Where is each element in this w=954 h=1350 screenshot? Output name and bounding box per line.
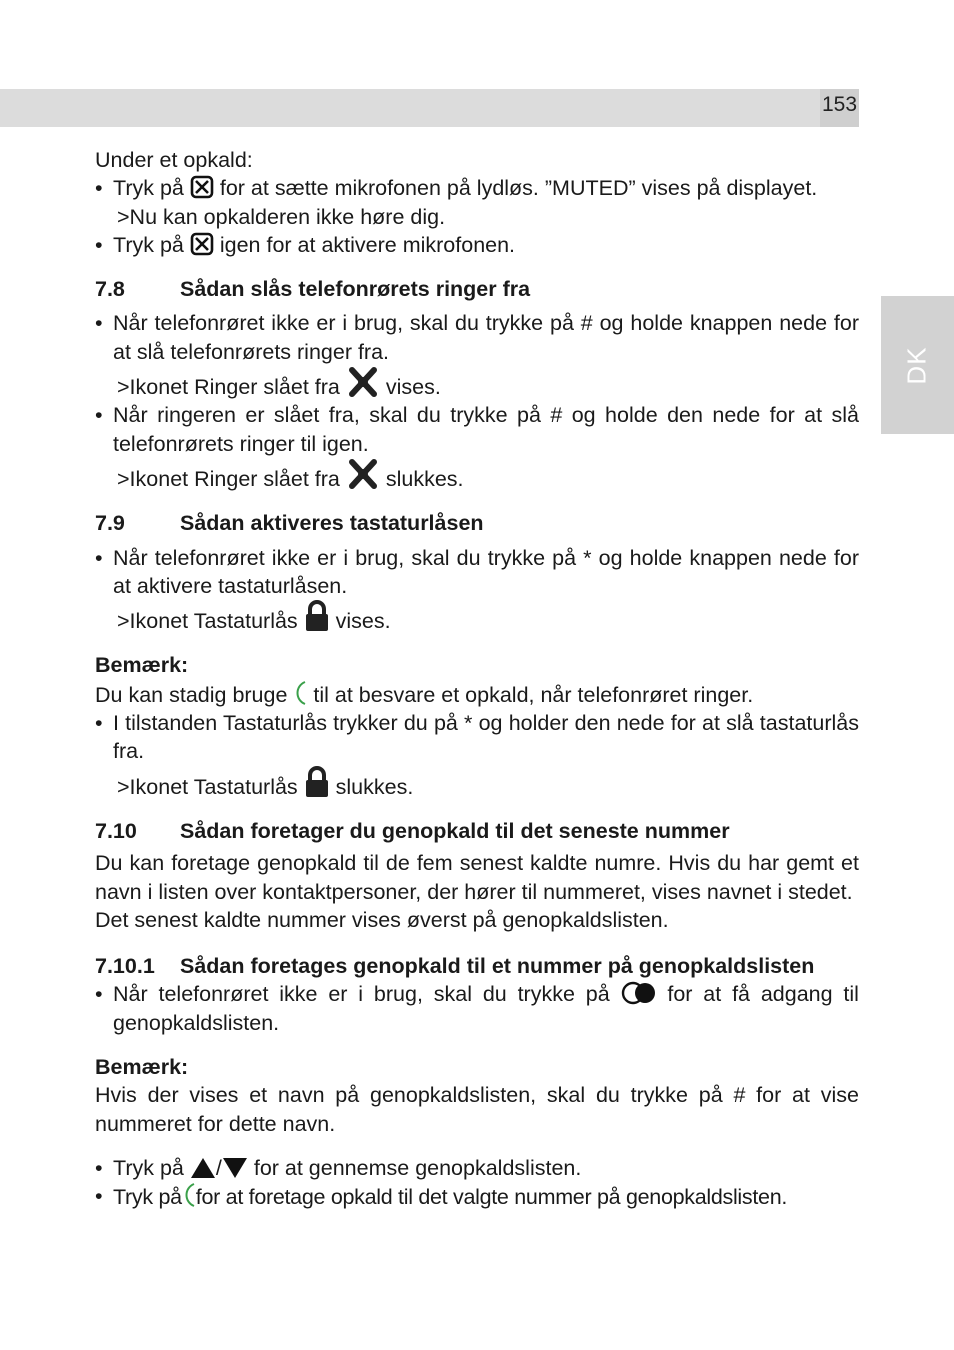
bullet: •	[95, 1155, 103, 1180]
header-bar	[0, 89, 820, 127]
mute-key-icon	[190, 232, 214, 256]
list-item: • Tryk på for at foretage opkald til det valgte nummer på genopkaldslisten.	[95, 1184, 788, 1210]
section-heading: 7.9 Sådan aktiveres tastaturlåsen	[95, 511, 484, 536]
language-tab-label: DK	[902, 345, 932, 385]
talk-key-icon	[293, 680, 307, 706]
list-item: • Tryk på igen for at aktivere mikrofonen.	[95, 231, 859, 259]
bullet: •	[95, 1184, 103, 1209]
redial-key-icon	[621, 981, 657, 1005]
note-title: Bemærk:	[95, 653, 189, 678]
list-item: • Når telefonrøret ikke er i brug, skal du trykke på # og holde knappen nede for at slå telefonrørets ringer fra.	[95, 311, 859, 364]
result-line: >Ikonet Ringer slået fra vises.	[95, 366, 859, 401]
bullet: •	[95, 403, 103, 428]
page-content	[95, 146, 859, 1212]
ringer-off-icon	[346, 366, 380, 398]
result-line: >Nu kan opkalderen ikke høre dig.	[117, 204, 446, 229]
note-text: Du kan stadig bruge til at besvare et opkald, når telefonrøret ringer.	[95, 680, 859, 709]
list-item: • Når ringeren er slået fra, skal du trykke på # og holde den nede for at slå telefonrørets ringer til igen.	[95, 403, 859, 456]
bullet: •	[95, 176, 103, 201]
list-item: • Når telefonrøret ikke er i brug, skal du trykke på for at få adgang til genopkaldslisten.	[95, 982, 859, 1035]
list-item: • Tryk på / for at gennemse genopkaldslisten.	[95, 1154, 859, 1182]
intro-lead: Under et opkald:	[95, 148, 253, 172]
list-item: • Når telefonrøret ikke er i brug, skal du trykke på * og holde knappen nede for at aktivere tastaturlåsen.	[95, 545, 859, 598]
list-item: • I tilstanden Tastaturlås trykker du på * og holder den nede for at slå tastaturlås fra.	[95, 711, 859, 764]
language-tab-label-wrap	[881, 296, 954, 434]
keypad-lock-icon	[304, 600, 330, 632]
talk-key-icon	[182, 1182, 196, 1208]
paragraph: Det senest kaldte nummer vises øverst på genopkaldslisten.	[95, 907, 669, 932]
down-arrow-icon	[222, 1157, 248, 1179]
section-heading: 7.8 Sådan slås telefonrørets ringer fra	[95, 277, 531, 302]
section-heading: 7.10.1 Sådan foretages genopkald til et nummer på genopkaldslisten	[95, 954, 815, 979]
bullet: •	[95, 232, 103, 257]
ringer-off-icon	[346, 458, 380, 490]
bullet: •	[95, 982, 103, 1007]
result-line: >Ikonet Ringer slået fra slukkes.	[95, 458, 859, 493]
mute-key-icon	[190, 175, 214, 199]
note-text: Hvis der vises et navn på genopkaldslisten, skal du trykke på # for at vise nummeret for dette navn.	[95, 1083, 859, 1136]
bullet: •	[95, 311, 103, 336]
bullet: •	[95, 545, 103, 570]
up-arrow-icon	[190, 1157, 216, 1179]
keypad-lock-icon	[304, 766, 330, 798]
note-title: Bemærk:	[95, 1055, 189, 1080]
bullet: •	[95, 711, 103, 736]
section-heading: 7.10 Sådan foretager du genopkald til det seneste nummer	[95, 818, 730, 843]
result-line: >Ikonet Tastaturlås slukkes.	[95, 766, 859, 801]
page-number: 153	[821, 93, 858, 116]
list-item: • Tryk på for at sætte mikrofonen på lydløs. ”MUTED” vises på displayet.	[95, 174, 859, 202]
paragraph: Du kan foretage genopkald til de fem senest kaldte numre. Hvis du har gemt et navn i listen over kontaktpersoner, der hører til nummeret, vises navnet i stedet.	[95, 851, 859, 904]
result-line: >Ikonet Tastaturlås vises.	[95, 600, 859, 635]
